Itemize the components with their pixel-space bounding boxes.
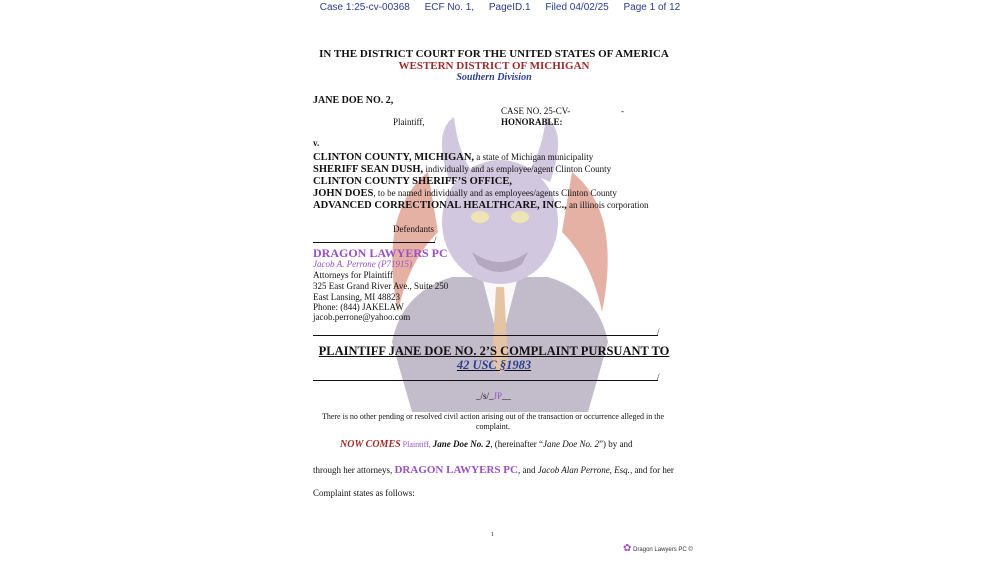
rule-top <box>313 335 658 336</box>
attorney-role: Attorneys for Plaintiff <box>313 270 393 280</box>
district-name: WESTERN DISTRICT OF MICHIGAN <box>398 60 590 72</box>
body-line-2 <box>313 464 674 476</box>
signature-initials: JP <box>493 391 503 401</box>
email: jacob.perrone@yahoo.com <box>313 312 411 322</box>
defendant-name: ADVANCED CORRECTIONAL HEALTHCARE, INC., <box>313 200 567 211</box>
signature-suffix: __ <box>502 391 512 401</box>
and-text: , and <box>517 465 538 475</box>
firm-name: DRAGON LAWYERS PC <box>313 246 448 260</box>
rule-bottom-slash: / <box>657 372 660 382</box>
footer-logo-text: Dragon Lawyers PC © <box>633 547 693 553</box>
plaintiff-label: Plaintiff, <box>393 117 425 127</box>
defendant-desc: an illinois corporation <box>566 200 649 210</box>
defendant-desc: a state of Michigan municipality <box>474 152 594 162</box>
defendant-name: CLINTON COUNTY, MICHIGAN, <box>313 152 475 163</box>
through-attorneys: through her attorneys, <box>313 465 395 475</box>
rule-bottom <box>313 380 658 381</box>
case-no-label: CASE NO. 25-CV- <box>501 106 571 116</box>
attorney-name: Jacob A. Perrone (P71915) <box>313 259 412 269</box>
ecf-number: ECF No. 1, <box>424 2 475 13</box>
case-number: Case 1:25-cv-00368 <box>319 2 410 13</box>
no-other-action-statement: There is no other pending or resolved civil action arising out of the transaction or occurrence alleged in the complaint. <box>321 412 665 431</box>
phone: Phone: (844) JAKELAW <box>313 302 404 312</box>
defendant-1 <box>313 152 593 163</box>
page-number: 1 <box>491 532 494 538</box>
defendant-desc: individually and as employee/agent Clinton County <box>423 164 612 174</box>
jane-doe-short: Jane Doe No. 2 <box>542 439 599 449</box>
signature-prefix: _/s/_ <box>476 391 494 401</box>
now-comes: NOW COMES <box>340 439 401 450</box>
versus: v. <box>313 138 320 148</box>
defendant-name: JOHN DOES <box>313 188 374 199</box>
plaintiff-word: Plaintiff, <box>400 440 433 449</box>
body-line-1 <box>340 439 632 450</box>
firm-inline: DRAGON LAWYERS PC <box>394 464 518 476</box>
page-count: Page 1 of 12 <box>623 2 681 13</box>
body-line-3: Complaint states as follows: <box>313 488 415 498</box>
defendant-name: SHERIFF SEAN DUSH, <box>313 164 424 175</box>
division-name: Southern Division <box>456 72 532 83</box>
address-line-2: East Lansing, MI 48823 <box>313 292 400 302</box>
honorable-label: HONORABLE: <box>501 117 563 127</box>
defendant-name: CLINTON COUNTY SHERIFF’S OFFICE, <box>313 176 512 187</box>
caption-slash: / <box>434 235 437 245</box>
attorney-full: Jacob Alan Perrone, Esq. <box>537 465 630 475</box>
court-name: IN THE DISTRICT COURT FOR THE UNITED STATES OF AMERICA <box>319 48 669 60</box>
hereinafter-a: , (hereinafter “ <box>490 439 543 449</box>
dragon-logo-icon: ✿ <box>623 543 632 554</box>
complaint-title-statute: 42 USC §1983 <box>456 358 532 372</box>
jane-doe: Jane Doe No. 2 <box>432 439 491 449</box>
filed-date: Filed 04/02/25 <box>545 2 609 13</box>
page-id: PageID.1 <box>488 2 531 13</box>
address-line-1: 325 East Grand River Ave., Suite 250 <box>313 281 449 291</box>
defendant-5 <box>313 200 649 211</box>
caption-rule-short <box>313 242 435 243</box>
footer-logo <box>623 543 693 554</box>
case-no-dash: - <box>621 106 624 116</box>
rule-top-slash: / <box>657 327 660 337</box>
defendant-desc: , to be named individually and as employees/agents Clinton County <box>373 188 617 198</box>
signature <box>476 391 511 401</box>
and-for-her: , and for her <box>629 465 674 475</box>
defendant-4 <box>313 188 617 199</box>
complaint-title-main: PLAINTIFF JANE DOE NO. 2’S COMPLAINT PURSUANT TO <box>318 344 670 358</box>
defendant-3 <box>313 176 512 187</box>
hereinafter-b: ”) by and <box>598 439 633 449</box>
defendant-2 <box>313 164 611 175</box>
ecf-header <box>0 2 1000 13</box>
defendants-label: Defendants <box>393 224 434 234</box>
complaint-title <box>313 344 675 372</box>
plaintiff-name: JANE DOE NO. 2, <box>313 95 394 106</box>
